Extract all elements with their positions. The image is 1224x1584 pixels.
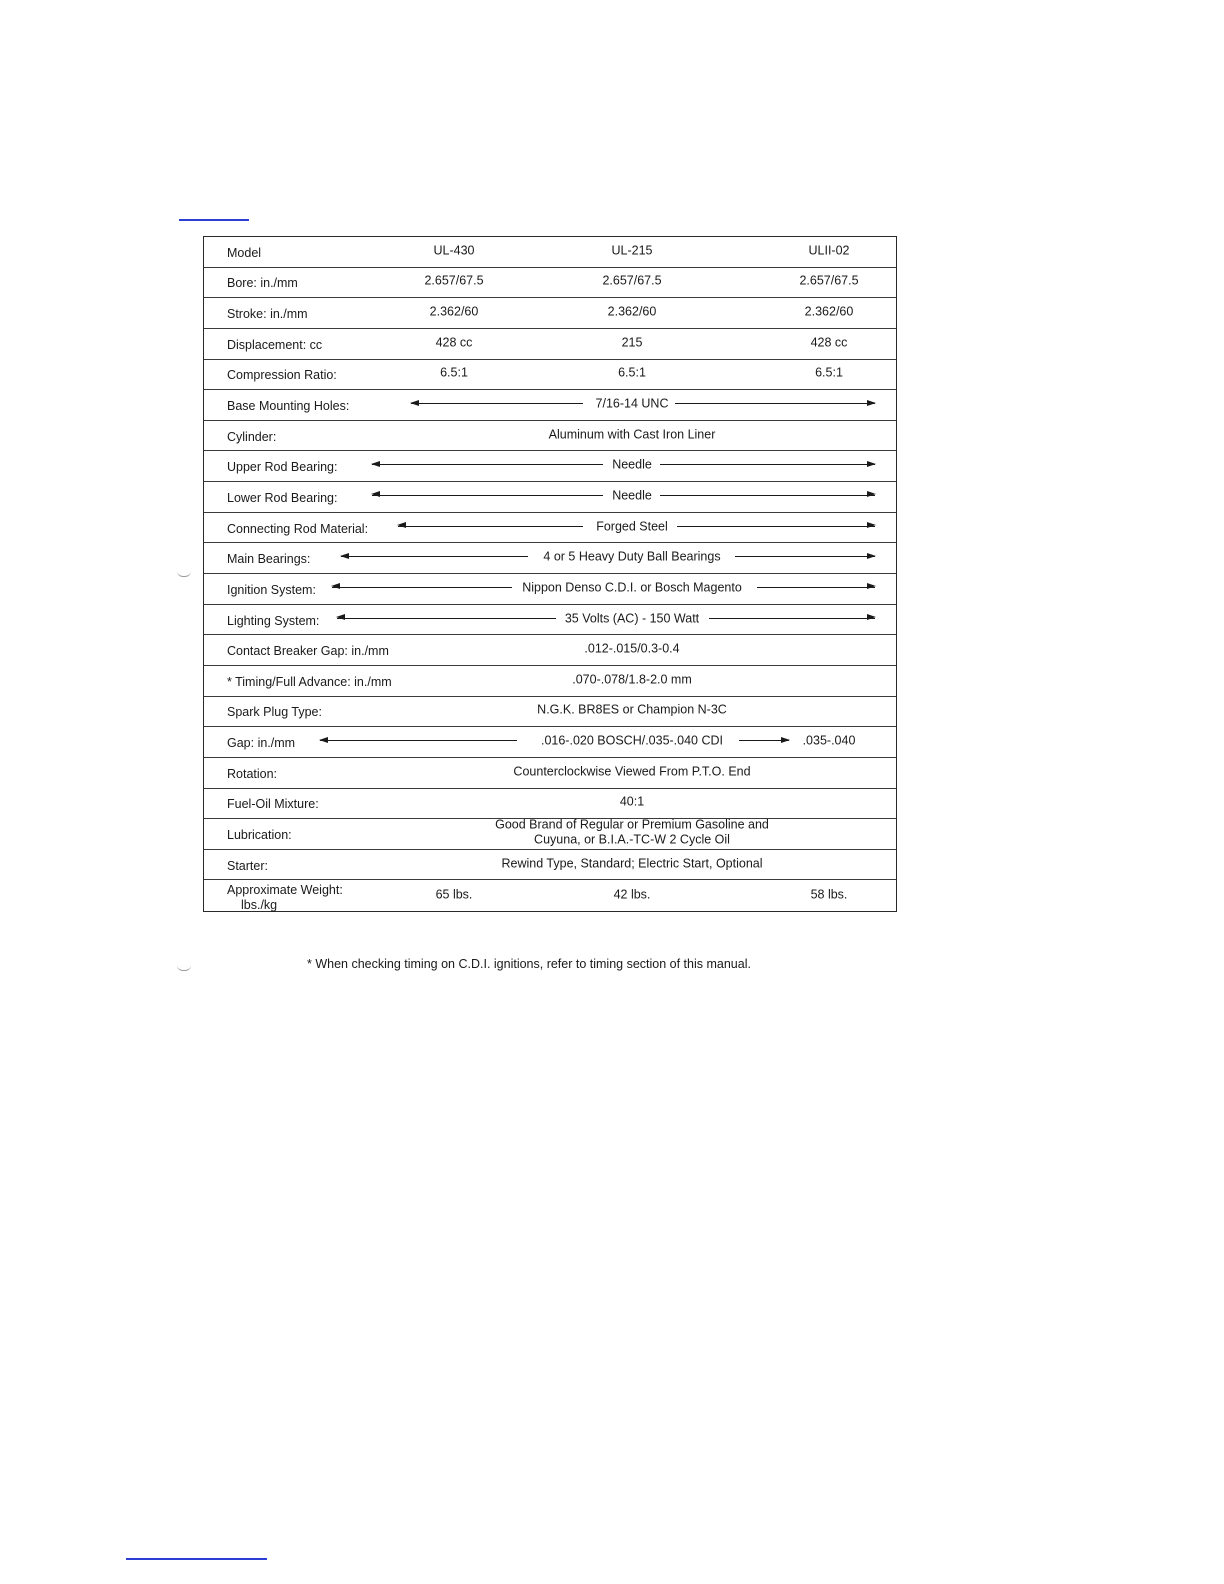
value-ulii02: 2.657/67.5: [799, 273, 859, 288]
margin-mark: [177, 571, 191, 577]
value-ul215: 215: [621, 335, 643, 350]
table-row-weight: [204, 880, 896, 911]
arrow-left-icon: [332, 587, 512, 588]
shared-value: 35 Volts (AC) - 150 Watt: [564, 611, 700, 625]
shared-value: .012-.015/0.3-0.4: [584, 641, 680, 656]
table-row-base-mounting: [204, 390, 896, 421]
link-underline-top[interactable]: [179, 219, 249, 221]
model-ulii02: ULII-02: [808, 243, 850, 258]
value-ul430: 65 lbs.: [435, 887, 473, 902]
shared-value: Rewind Type, Standard; Electric Start, Optional: [501, 856, 763, 871]
row-label: Ignition System:: [227, 582, 316, 597]
row-label: [227, 883, 343, 912]
arrow-right-icon: [660, 495, 875, 496]
row-label: Model: [227, 245, 262, 260]
row-label: Starter:: [227, 858, 268, 873]
arrow-right-icon: [735, 556, 875, 557]
arrow-left-icon: [337, 618, 556, 619]
margin-mark: [177, 965, 191, 971]
table-row-spark-plug: [204, 697, 896, 728]
shared-value: Aluminum with Cast Iron Liner: [548, 427, 716, 442]
arrow-right-icon: [739, 740, 789, 741]
shared-value: 40:1: [619, 794, 645, 809]
table-row-upper-rod: [204, 451, 896, 482]
value-ul430: 428 cc: [435, 335, 473, 350]
row-label: Rotation:: [227, 766, 278, 781]
table-row-cylinder: [204, 421, 896, 452]
shared-value: Nippon Denso C.D.I. or Bosch Magento: [522, 580, 742, 595]
row-label: Lighting System:: [227, 613, 320, 628]
row-label: Gap: in./mm: [227, 735, 296, 750]
value-ul430: 2.657/67.5: [424, 273, 484, 288]
value-ulii02: 428 cc: [810, 335, 848, 350]
shared-value: [495, 817, 769, 847]
shared-value: Needle: [612, 488, 652, 503]
table-row-rotation: [204, 758, 896, 789]
value-ul215: 2.657/67.5: [602, 273, 662, 288]
arrow-right-icon: [660, 464, 875, 465]
arrow-left-icon: [320, 740, 517, 741]
row-label: Base Mounting Holes:: [227, 398, 350, 413]
shared-value: .070-.078/1.8-2.0 mm: [572, 672, 692, 687]
table-row-ignition: [204, 574, 896, 605]
row-label: Displacement: cc: [227, 337, 323, 352]
value-ulii02: 6.5:1: [815, 365, 843, 380]
footnote: * When checking timing on C.D.I. ignitions, refer to timing section of this manual.: [307, 957, 751, 971]
lubrication-line-2: Cuyuna, or B.I.A.-TC-W 2 Cycle Oil: [534, 832, 730, 847]
table-row-compression: [204, 360, 896, 391]
arrow-right-icon: [675, 403, 875, 404]
row-label: Lower Rod Bearing:: [227, 490, 338, 505]
row-label: Cylinder:: [227, 429, 277, 444]
row-label: Connecting Rod Material:: [227, 521, 369, 536]
weight-label-line-1: Approximate Weight:: [227, 883, 343, 898]
row-label: Contact Breaker Gap: in./mm: [227, 643, 389, 658]
shared-value: N.G.K. BR8ES or Champion N-3C: [537, 702, 727, 717]
shared-value: 7/16-14 UNC: [595, 396, 669, 411]
value-ul430: 2.362/60: [429, 304, 479, 319]
table-row-connecting-rod: [204, 513, 896, 544]
row-label: Upper Rod Bearing:: [227, 460, 338, 475]
table-row-lubrication: [204, 819, 896, 850]
shared-value: .016-.020 BOSCH/.035-.040 CDI: [540, 733, 724, 748]
table-row-fuel-oil: [204, 789, 896, 820]
table-row-model: [204, 237, 896, 268]
value-ul215: 6.5:1: [618, 365, 646, 380]
arrow-left-icon: [341, 556, 528, 557]
value-ulii02: .035-.040: [802, 733, 856, 748]
table-row-contact-breaker: [204, 635, 896, 666]
table-row-main-bearings: [204, 543, 896, 574]
row-label: Compression Ratio:: [227, 368, 337, 383]
row-label: Stroke: in./mm: [227, 306, 308, 321]
row-label: Spark Plug Type:: [227, 705, 322, 720]
arrow-right-icon: [757, 587, 875, 588]
row-label: * Timing/Full Advance: in./mm: [227, 674, 392, 689]
arrow-left-icon: [398, 526, 583, 527]
value-ul430: 6.5:1: [440, 365, 468, 380]
table-row-gap: [204, 727, 896, 758]
model-ul215: UL-215: [611, 243, 653, 258]
arrow-right-icon: [677, 526, 875, 527]
model-ul430: UL-430: [433, 243, 475, 258]
weight-label-line-2: lbs./kg: [241, 897, 278, 912]
shared-value: Forged Steel: [596, 519, 668, 534]
arrow-left-icon: [372, 495, 603, 496]
table-row-timing: [204, 666, 896, 697]
row-label: Lubrication:: [227, 827, 292, 842]
shared-value: Counterclockwise Viewed From P.T.O. End: [513, 764, 751, 779]
value-ulii02: 58 lbs.: [810, 887, 848, 902]
table-row-lighting: [204, 605, 896, 636]
lubrication-line-1: Good Brand of Regular or Premium Gasoline and: [495, 817, 769, 832]
arrow-left-icon: [372, 464, 603, 465]
table-row-displacement: [204, 329, 896, 360]
shared-value: 4 or 5 Heavy Duty Ball Bearings: [543, 549, 721, 564]
table-row-stroke: [204, 298, 896, 329]
table-row-lower-rod: [204, 482, 896, 513]
arrow-right-icon: [709, 618, 875, 619]
shared-value: Needle: [612, 457, 652, 472]
engine-spec-table: [203, 236, 897, 912]
table-row-bore: [204, 268, 896, 299]
arrow-left-icon: [411, 403, 583, 404]
table-row-starter: [204, 850, 896, 881]
link-underline-bottom[interactable]: [126, 1558, 267, 1560]
row-label: Fuel-Oil Mixture:: [227, 797, 319, 812]
row-label: Bore: in./mm: [227, 276, 298, 291]
value-ulii02: 2.362/60: [804, 304, 854, 319]
row-label: Main Bearings:: [227, 551, 311, 566]
value-ul215: 2.362/60: [607, 304, 657, 319]
value-ul215: 42 lbs.: [613, 887, 651, 902]
